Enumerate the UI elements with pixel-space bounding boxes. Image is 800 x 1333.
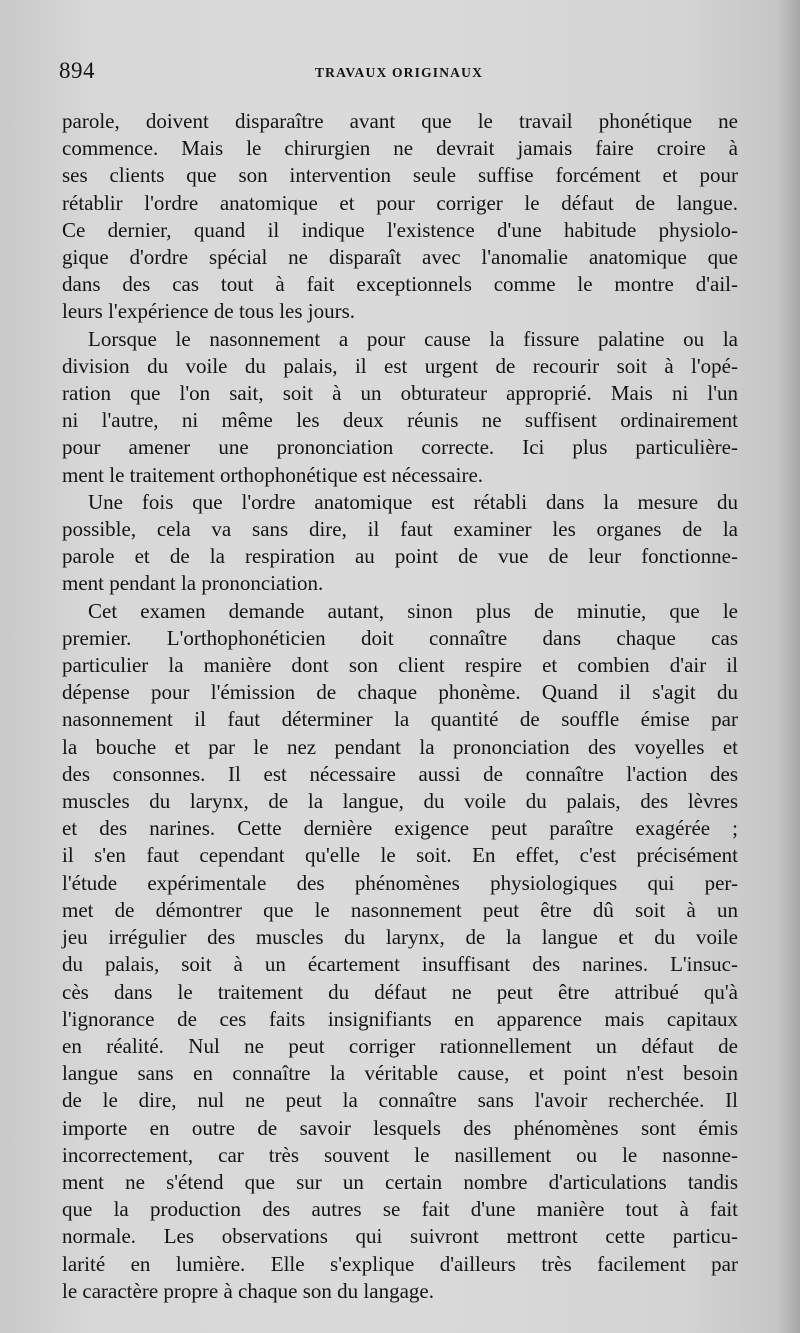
paragraph bbox=[62, 598, 738, 1305]
text-line: muscles du larynx, de la langue, du voile du palais, des lèvres bbox=[62, 789, 738, 814]
text-line: nasonnement il faut déterminer la quantité de souffle émise par bbox=[62, 707, 738, 732]
paragraph bbox=[62, 108, 738, 326]
text-line: importe en outre de savoir lesquels des phénomènes sont émis bbox=[62, 1115, 738, 1140]
text-line: possible, cela va sans dire, il faut examiner les organes de la bbox=[62, 517, 738, 542]
text-line: il s'en faut cependant qu'elle le soit. En effet, c'est précisément bbox=[62, 843, 738, 868]
text-line: jeu irrégulier des muscles du larynx, de la langue et du voile bbox=[62, 925, 738, 950]
text-line: en réalité. Nul ne peut corriger rationnellement un défaut de bbox=[62, 1033, 738, 1058]
text-line: premier. L'orthophonéticien doit connaître dans chaque cas bbox=[62, 625, 738, 650]
body-text bbox=[62, 108, 738, 1305]
text-line: pour amener une prononciation correcte. Ici plus particulière- bbox=[62, 435, 738, 460]
text-line: dans des cas tout à fait exceptionnels comme le montre d'ail- bbox=[62, 272, 738, 297]
text-line: dépense pour l'émission de chaque phonème. Quand il s'agit du bbox=[62, 680, 738, 705]
text-line: que la production des autres se fait d'une manière tout à fait bbox=[62, 1197, 738, 1222]
text-line: ment pendant la prononciation. bbox=[62, 571, 324, 596]
text-line: l'étude expérimentale des phénomènes physiologiques qui per- bbox=[62, 870, 738, 895]
text-line: Lorsque le nasonnement a pour cause la fissure palatine ou la bbox=[88, 326, 738, 351]
paragraph bbox=[62, 326, 738, 489]
paragraph bbox=[62, 489, 738, 598]
text-line: parole et de la respiration au point de vue de leur fonctionne- bbox=[62, 544, 738, 569]
text-line: particulier la manière dont son client respire et combien d'air il bbox=[62, 653, 738, 678]
text-line: normale. Les observations qui suivront mettront cette particu- bbox=[62, 1224, 738, 1249]
text-line: cès dans le traitement du défaut ne peut être attribué qu'à bbox=[62, 979, 738, 1004]
text-line: Ce dernier, quand il indique l'existence d'une habitude physiolo- bbox=[62, 217, 738, 242]
text-line: leurs l'expérience de tous les jours. bbox=[62, 299, 356, 324]
text-line: ration que l'on sait, soit à un obturateur approprié. Mais ni l'un bbox=[62, 381, 738, 406]
text-line: commence. Mais le chirurgien ne devrait jamais faire croire à bbox=[62, 136, 738, 161]
text-line: langue sans en connaître la véritable cause, et point n'est besoin bbox=[62, 1061, 738, 1086]
page-number: 894 bbox=[59, 58, 95, 83]
text-line: Cet examen demande autant, sinon plus de minutie, que le bbox=[88, 598, 738, 623]
text-line: l'ignorance de ces faits insignifiants en apparence mais capitaux bbox=[62, 1006, 738, 1031]
text-line: gique d'ordre spécial ne disparaît avec l'anomalie anatomique que bbox=[62, 245, 738, 270]
text-line: rétablir l'ordre anatomique et pour corriger le défaut de langue. bbox=[62, 190, 738, 215]
text-line: ses clients que son intervention seule suffise forcément et pour bbox=[62, 163, 738, 188]
text-line: parole, doivent disparaître avant que le travail phonétique ne bbox=[62, 109, 738, 133]
text-line: met de démontrer que le nasonnement peut être dû soit à un bbox=[62, 897, 738, 922]
text-line: le caractère propre à chaque son du langage. bbox=[62, 1278, 434, 1303]
text-line: division du voile du palais, il est urgent de recourir soit à l'opé- bbox=[62, 353, 738, 378]
running-head: TRAVAUX ORIGINAUX bbox=[314, 65, 484, 80]
text-line: ni l'autre, ni même les deux réunis ne suffisent ordinairement bbox=[62, 408, 738, 433]
text-line: ment le traitement orthophonétique est nécessaire. bbox=[62, 462, 484, 487]
text-line: la bouche et par le nez pendant la prononciation des voyelles et bbox=[62, 734, 738, 759]
text-line: du palais, soit à un écartement insuffisant des narines. L'insuc- bbox=[62, 952, 738, 977]
text-line: incorrectement, car très souvent le nasillement ou le nasonne- bbox=[62, 1142, 738, 1167]
text-line: larité en lumière. Elle s'explique d'ailleurs très facilement par bbox=[62, 1251, 738, 1276]
text-line: Une fois que l'ordre anatomique est rétabli dans la mesure du bbox=[88, 489, 738, 514]
page-header bbox=[59, 58, 739, 90]
text-line: des consonnes. Il est nécessaire aussi de connaître l'action des bbox=[62, 761, 738, 786]
text-line: ment ne s'étend que sur un certain nombre d'articulations tandis bbox=[62, 1169, 738, 1194]
page-edge-shadow bbox=[778, 0, 800, 1333]
text-line: de le dire, nul ne peut la connaître sans l'avoir recherchée. Il bbox=[62, 1088, 738, 1113]
text-line: et des narines. Cette dernière exigence peut paraître exagérée ; bbox=[62, 816, 738, 841]
